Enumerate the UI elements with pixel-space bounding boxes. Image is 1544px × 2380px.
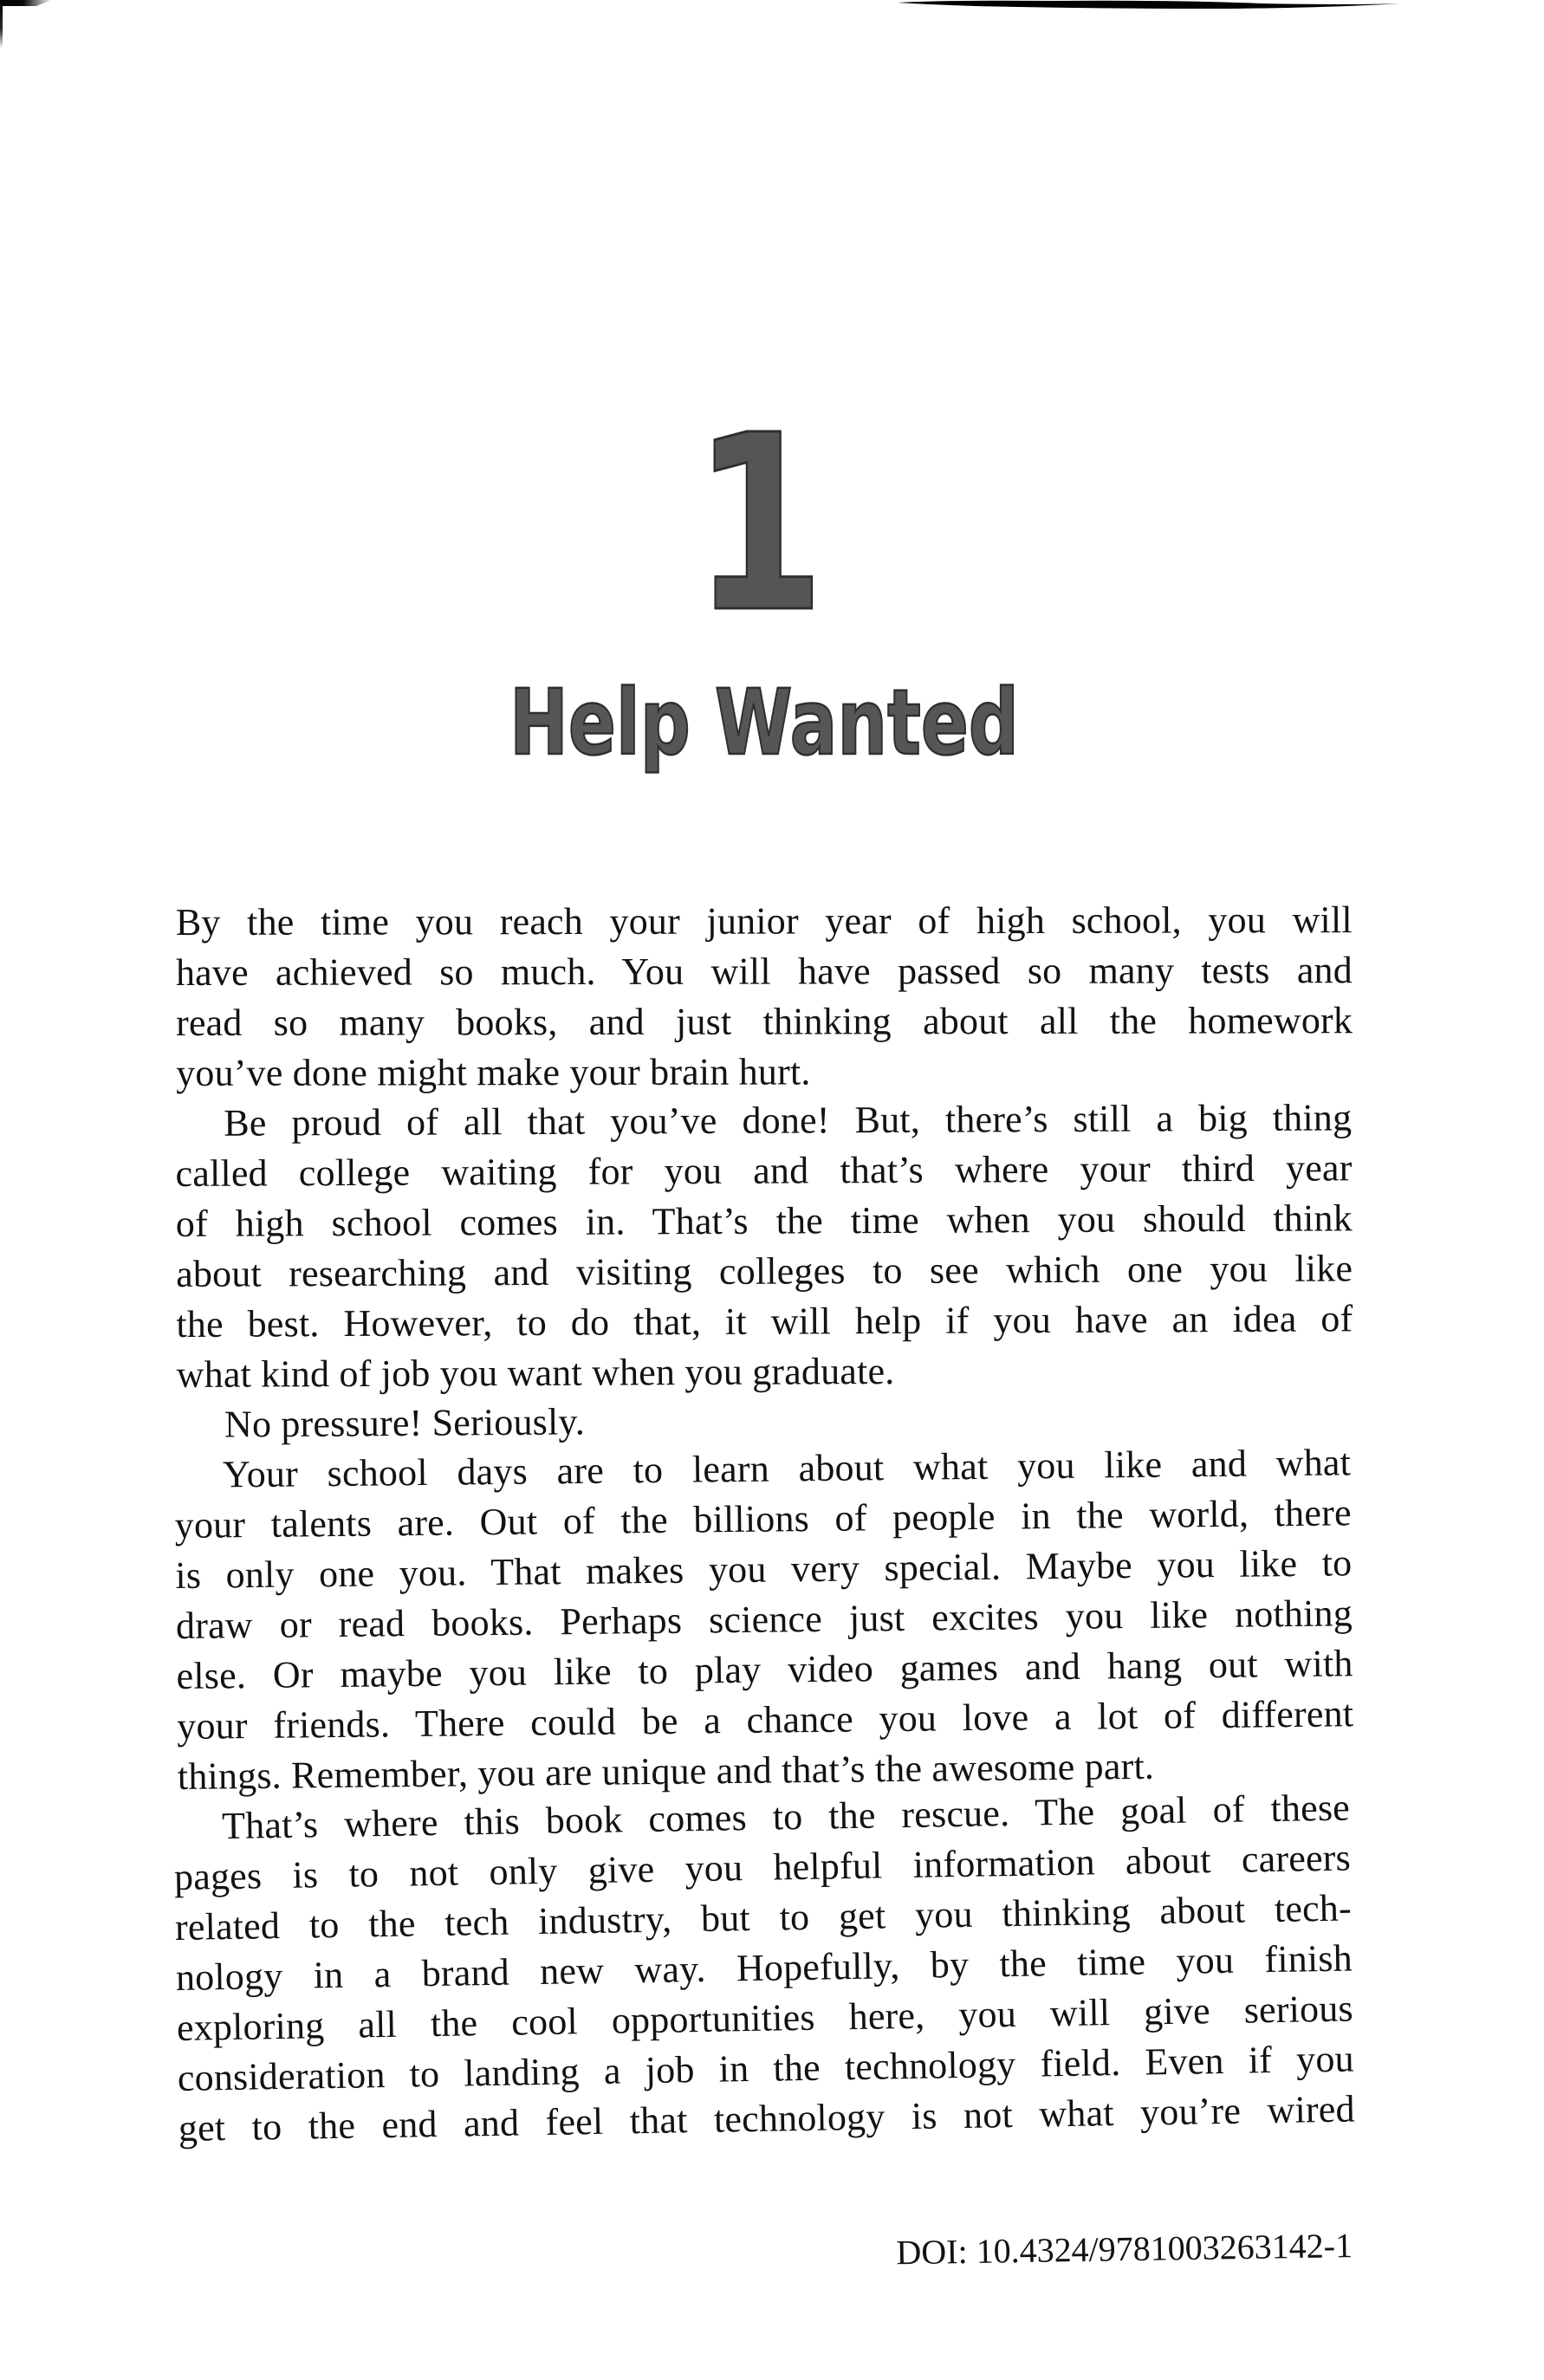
text-line: read so many books, and just thinking about all the homework xyxy=(176,999,1353,1044)
text-line: have achieved so much. You will have passed so many tests and xyxy=(175,949,1353,994)
text-line: No pressure! Seriously. xyxy=(224,1400,586,1446)
scan-smudge-top-right xyxy=(898,0,1400,10)
paragraph xyxy=(176,895,1353,1099)
scan-smudge-top-left xyxy=(0,0,52,6)
doi-text: DOI: 10.4324/9781003263142-1 xyxy=(896,2226,1353,2273)
text-line: your talents are. Out of the billions of people in the world, there xyxy=(174,1491,1352,1547)
text-line: related to the tech industry, but to get you thinking about tech- xyxy=(174,1886,1353,1949)
text-line: nology in a brand new way. Hopefully, by the time you finish xyxy=(175,1936,1353,1999)
text-line: things. Remember, you are unique and that’s the awesome part. xyxy=(177,1744,1155,1798)
text-line: Be proud of all that you’ve done! But, there’s still a big thing xyxy=(224,1096,1353,1145)
text-line: draw or read books. Perhaps science just excites you like nothing xyxy=(175,1592,1353,1647)
scan-smudge-left-edge xyxy=(0,0,3,49)
text-line: is only one you. That makes you very special. Maybe you like to xyxy=(175,1541,1353,1598)
text-line: consideration to landing a job in the technology field. Even if you xyxy=(177,2037,1355,2099)
text-line: called college waiting for you and that’s where your third year xyxy=(175,1146,1353,1196)
text-line: pages is to not only give you helpful information about careers xyxy=(173,1836,1352,1899)
text-line: what kind of job you want when you graduate. xyxy=(176,1349,895,1396)
text-line: of high school comes in. That’s the time when you should think xyxy=(175,1196,1353,1245)
chapter-number: 1 xyxy=(693,384,826,666)
text-line: else. Or maybe you like to play video games and hang out with xyxy=(176,1642,1353,1697)
chapter-title: Help Wanted xyxy=(509,670,1019,775)
text-line: Your school days are to learn about what you like and what xyxy=(222,1441,1352,1496)
paragraph xyxy=(174,1437,1354,1802)
text-line: your friends. There could be a chance you love a lot of different xyxy=(176,1692,1354,1748)
body-text xyxy=(173,898,1356,2154)
paragraph xyxy=(173,1783,1356,2154)
text-line: you’ve done might make your brain hurt. xyxy=(176,1050,811,1094)
text-line: about researching and visiting colleges to see which one you like xyxy=(176,1247,1353,1295)
text-line: the best. However, to do that, it will help if you have an idea of xyxy=(176,1297,1353,1346)
text-line: get to the end and feel that technology is not what you’re wired xyxy=(178,2087,1356,2150)
text-line: That’s where this book comes to the rescue. The goal of these xyxy=(221,1786,1351,1848)
text-line: By the time you reach your junior year of high school, you will xyxy=(175,898,1353,944)
paragraph xyxy=(175,1093,1353,1400)
text-line: exploring all the cool opportunities here, you will give serious xyxy=(176,1987,1354,2049)
